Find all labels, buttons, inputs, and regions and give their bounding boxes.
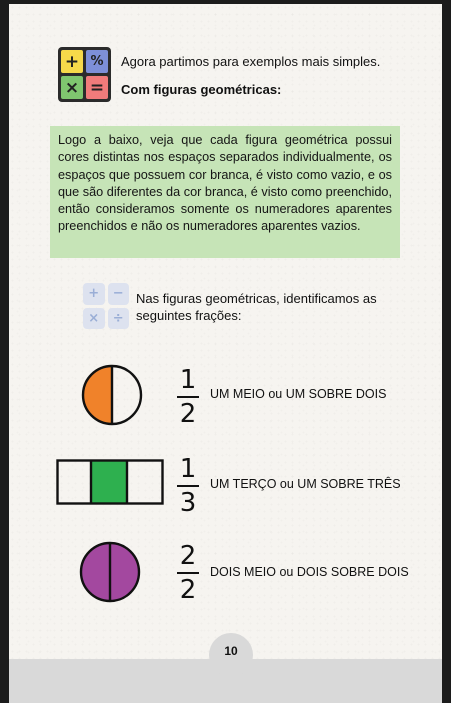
half-circle-figure [81,364,143,426]
plus-icon: + [61,50,83,73]
numerator: 1 [179,365,197,395]
times-icon: × [83,308,105,330]
fraction-label: UM MEIO ou UM SOBRE DOIS [210,387,387,401]
section-subheading: Com figuras geométricas: [121,82,282,97]
full-circle-figure [79,541,141,603]
plus-icon: + [83,283,105,305]
equals-icon: = [86,76,108,99]
fraction-label: UM TERÇO ou UM SOBRE TRÊS [210,477,401,491]
fraction-bar [177,572,199,574]
intro-text: Agora partimos para exemplos mais simples. [121,54,381,69]
page [9,4,442,703]
fraction-label: DOIS MEIO ou DOIS SOBRE DOIS [210,565,409,579]
filled-half [83,366,112,424]
fraction-bar [177,485,199,487]
numerator: 2 [179,541,197,571]
fractions-intro-text: Nas figuras geométricas, identificamos as seguintes frações: [136,291,377,323]
denominator: 2 [179,399,197,429]
fraction-two-halves [176,542,200,604]
fraction-bar [177,396,199,398]
filled-third [91,461,127,504]
times-icon: × [61,76,83,99]
page-number: 10 [209,633,253,677]
numerator: 1 [179,454,197,484]
minus-icon: − [108,283,130,305]
denominator: 2 [179,575,197,605]
calculator-icon [58,47,111,102]
thirds-rectangle-figure [56,459,164,505]
fraction-one-half [176,366,200,428]
explanation-text: Logo a baixo, veja que cada figura geométrica possui cores distintas nos espaços separados individualmente, os espaços que possuem cor branca, é visto como vazio, e os que são diferentes da cor branca, é visto como preenchido, então consideramos somente os numeradores aparentes preenchidos e não os numeradores aparentes vazios. [58,133,392,234]
denominator: 3 [179,488,197,518]
operations-icon [83,283,129,329]
fraction-one-third [176,455,200,517]
percent-icon: % [86,50,108,73]
divide-icon: ÷ [108,308,130,330]
explanation-box [50,126,400,258]
